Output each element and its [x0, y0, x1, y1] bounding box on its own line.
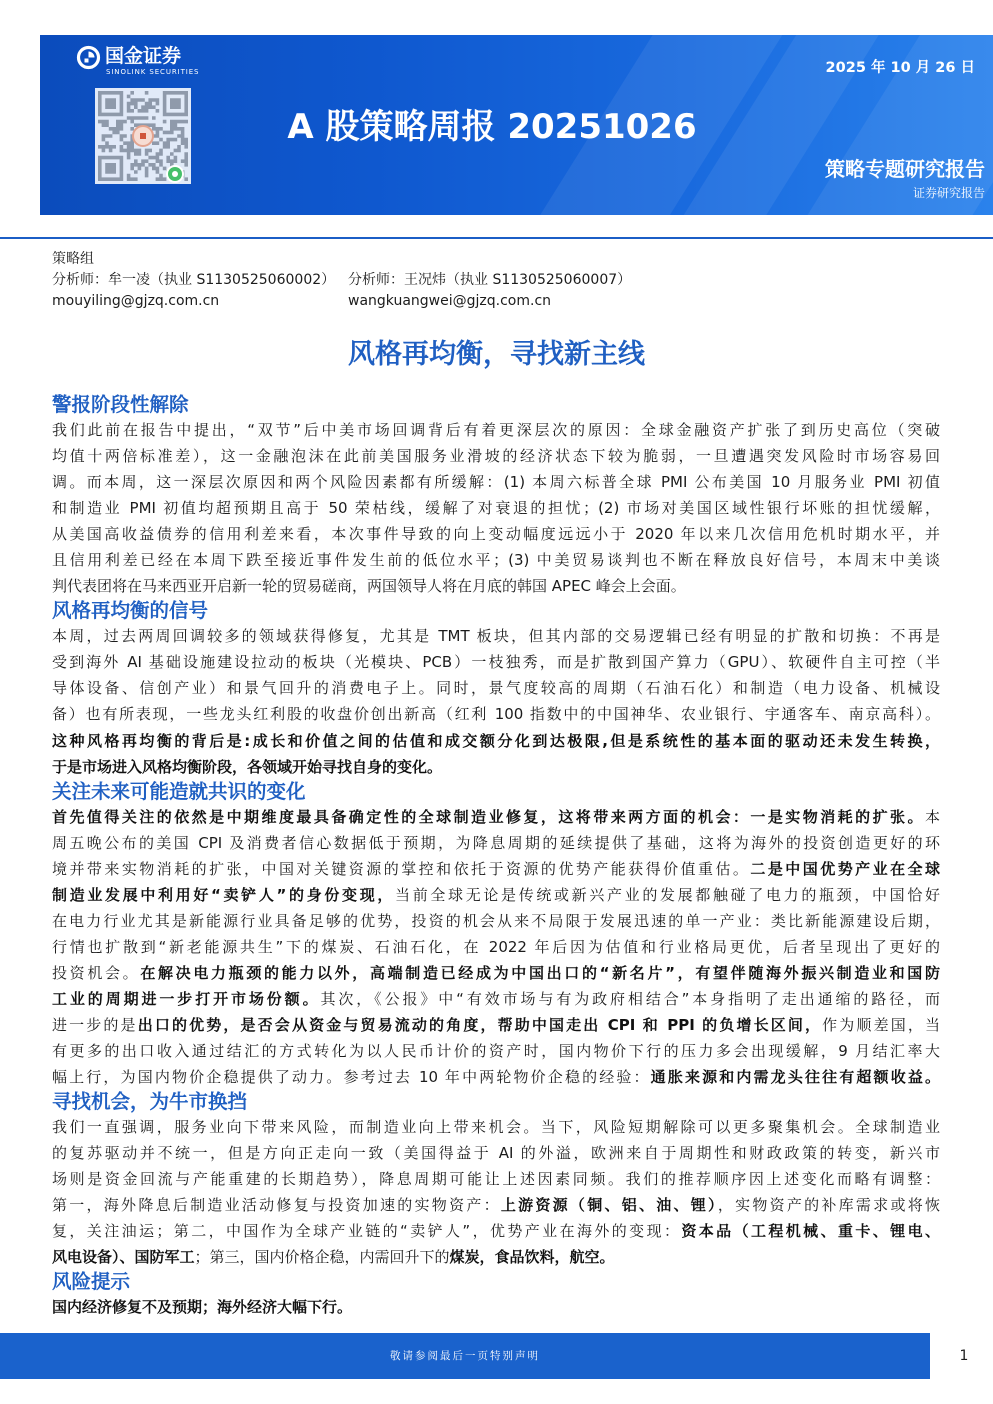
section-alert-lifted — [52, 393, 940, 599]
text-line: 有更多的出口收入通过结汇的方式转化为以人民币计价的资产时，国内物价下行的压力多会出现缓解，9 月结汇率大 — [52, 1042, 940, 1060]
text-line — [52, 1244, 940, 1270]
text-line: 判代表团将在马来西亚开启新一轮的贸易磋商，两国领导人将在月底的韩国 APEC 峰会上会面。 — [52, 577, 686, 595]
text-line: 调。而本周，这一深层次原因和两个风险因素都有所缓解：(1) 本周六标普全球 PMI 公布美国 10 月服务业 PMI 初值 — [52, 473, 940, 491]
text-line — [52, 856, 940, 882]
body-text: 第一，海外降息后制造业活动修复与投资加速的实物资产： — [52, 1196, 501, 1214]
text-line — [52, 804, 940, 830]
brand-name-en: SINOLINK SECURITIES — [106, 68, 200, 76]
body-text: 复，关注油运；第二，中国作为全球产业链的“卖铲人”，优势产业在海外的变现： — [52, 1222, 682, 1240]
body-text: ；第三，国内价格企稳，内需回升下的 — [194, 1248, 450, 1266]
section-risk-warning — [52, 1270, 940, 1320]
body-text: 投资机会。 — [52, 964, 141, 982]
report-date: 2025 年 10 月 26 日 — [825, 60, 975, 76]
section-heading: 风格再均衡的信号 — [52, 599, 209, 622]
text-line: 我们一直强调，服务业向下带来风险，而制造业向上带来机会。当下，风险短期解除可以更多聚集机会。全球制造业 — [52, 1118, 940, 1136]
paragraph — [52, 728, 940, 780]
wechat-icon — [166, 165, 184, 183]
emphasis-line: 这种风格再均衡的背后是:成长和价值之间的估值和成交额分化到达极限,但是系统性的基本面的驱动还未发生转换， — [52, 732, 940, 750]
body-text: 进一步的是 — [52, 1016, 138, 1034]
body-text: ，实物资产的补库需求或将恢 — [717, 1196, 940, 1214]
text-line: 本周，过去两周回调较多的领域获得修复，尤其是 TMT 板块，但其内部的交易逻辑已经有明显的扩散和切换：不再是 — [52, 627, 940, 645]
text-line: 且信用利差已经在本周下跌至接近事件发生前的低位水平；(3) 中美贸易谈判也不断在释放良好信号，本周末中美谈 — [52, 551, 940, 569]
text-line: 均值十两倍标准差），这一金融泡沫在此前美国服务业滑坡的经济状态下较为脆弱，一旦遭遇突发风险时市场容易回 — [52, 447, 940, 465]
text-line: 受到海外 AI 基础设施建设拉动的板块（光模块、PCB）一枝独秀，而是扩散到国产算力（GPU）、软硬件自主可控（半 — [52, 653, 940, 671]
report-type: 策略专题研究报告 — [825, 157, 985, 181]
sinolink-logo-icon — [76, 45, 101, 70]
analyst-email: wangkuangwei@gjzq.com.cn — [348, 293, 552, 309]
emphasis-text: 在解决电力瓶颈的能力以外，高端制造已经成为中国出口的“新名片”，有望伴随海外振兴制造业和国防 — [140, 964, 940, 982]
paragraph — [52, 804, 940, 1090]
analyst-label: 分析师：牟一凌（执业 S1130525060002） — [52, 272, 336, 288]
emphasis-text: 资本品（工程机械、重卡、锂电、 — [681, 1222, 940, 1240]
text-line: 和制造业 PMI 初值均超预期且高于 50 荣枯线，缓解了对衰退的担忧；(2) 市场对美国区域性银行坏账的担忧缓解， — [52, 499, 940, 517]
text-line — [52, 1012, 940, 1038]
paragraph — [52, 623, 940, 727]
body-text: 本 — [924, 808, 940, 826]
text-line — [52, 1064, 940, 1090]
text-line — [52, 1192, 940, 1218]
text-line — [52, 1218, 940, 1244]
text-line: 备）也有所表现，一些龙头红利股的收盘价创出新高（红利 100 指数中的中国神华、农业银行、宇通客车、南京高科）。 — [52, 705, 940, 723]
text-line: 行情也扩散到“新老能源共生”下的煤炭、石油石化，在 2022 年后因为估值和行业格局更优，后者呈现出了更好的 — [52, 938, 940, 956]
emphasis-text: 通胀来源和内需龙头往往有超额收益。 — [650, 1068, 940, 1086]
text-line: 的复苏驱动并不统一，但是方向正走向一致（美国得益于 AI 的外溢，欧洲来自于周期性和财政政策的转变，新兴市 — [52, 1144, 940, 1162]
emphasis-line: 国内经济修复不及预期；海外经济大幅下行。 — [52, 1298, 353, 1316]
section-heading: 风险提示 — [52, 1270, 131, 1293]
section-future-consensus-changes — [52, 780, 940, 1090]
brand-name-cn: 国金证券 — [105, 45, 182, 67]
page-number: 1 — [959, 1348, 969, 1364]
header-divider — [0, 237, 993, 239]
analyst-email: mouyiling@gjzq.com.cn — [52, 293, 220, 309]
body-text: 当前全球无论是传统或新兴产业的发展都触碰了电力的瓶颈，中国恰好 — [395, 886, 940, 904]
report-title: A 股策略周报 20251026 — [287, 107, 697, 147]
text-line: 场则是资金回流与产能重建的长期趋势），降息周期可能让上述因素同频。我们的推荐顺序因上述变化而略有调整： — [52, 1170, 940, 1188]
text-line — [52, 986, 940, 1012]
text-line: 在电力行业尤其是新能源行业具备足够的优势，投资的机会从来不局限于发展迅速的单一产业：类比新能源建设后期， — [52, 912, 940, 930]
report-category: 证券研究报告 — [912, 186, 985, 200]
report-body — [52, 393, 940, 1320]
team-group: 策略组 — [52, 251, 94, 267]
emphasis-text: 工业的周期进一步打开市场份额。 — [52, 990, 321, 1008]
emphasis-text: 上游资源（铜、铝、油、锂） — [500, 1196, 718, 1214]
analyst-label: 分析师：王况炜（执业 S1130525060007） — [348, 272, 632, 288]
body-text: 幅上行，为国内物价企稳提供了动力。参考过去 10 年中两轮物价企稳的经验： — [52, 1068, 651, 1086]
section-heading: 寻找机会，为牛市换挡 — [52, 1090, 248, 1113]
emphasis-text: 制造业发展中利用好“卖铲人”的身份变现， — [52, 886, 396, 904]
text-line: 周五晚公布的美国 CPI 及消费者信心数据低于预期，为降息周期的延续提供了基础，这将为海外的投资创造更好的环 — [52, 834, 940, 852]
section-heading: 警报阶段性解除 — [52, 393, 189, 416]
text-line — [52, 882, 940, 908]
text-line: 我们此前在报告中提出，“双节”后中美市场回调背后有着更深层次的原因：全球金融资产扩张了到历史高位（突破 — [52, 421, 940, 439]
text-line — [52, 960, 940, 986]
qr-center-logo-icon — [132, 125, 154, 147]
emphasis-line: 于是市场进入风格均衡阶段，各领域开始寻找自身的变化。 — [52, 758, 443, 776]
emphasis-text: 风电设备）、国防军工 — [52, 1248, 195, 1266]
section-heading: 关注未来可能造就共识的变化 — [52, 780, 306, 803]
emphasis-text: 二是中国优势产业在全球 — [750, 860, 940, 878]
text-line: 从美国高收益债券的信用利差来看，本次事件导致的向上变动幅度远远小于 2020 年以来几次信用危机时期水平，并 — [52, 525, 940, 543]
paragraph — [52, 417, 940, 599]
body-text: 作为顺差国，当 — [822, 1016, 940, 1034]
paragraph — [52, 1114, 940, 1270]
footer-disclaimer: 敬请参阅最后一页特别声明 — [0, 1333, 930, 1379]
main-title: 风格再均衡，寻找新主线 — [348, 339, 645, 370]
emphasis-text: 煤炭，食品饮料，航空。 — [449, 1248, 615, 1266]
paragraph — [52, 1294, 940, 1320]
emphasis-text: 出口的优势，是否会从资金与贸易流动的角度，帮助中国走出 CPI 和 PPI 的负增长区间， — [137, 1016, 823, 1034]
body-text: 境并带来实物消耗的扩张，中国对关键资源的掌控和依托于资源的优势产能获得价值重估。 — [52, 860, 751, 878]
text-line: 导体设备、信创产业）和景气回升的消费电子上。同时，景气度较高的周期（石油石化）和制造（电力设备、机械设 — [52, 679, 940, 697]
body-text: 其次，《公报》中“有效市场与有为政府相结合”本身指明了走出通缩的路径，而 — [320, 990, 940, 1008]
section-find-opportunities — [52, 1090, 940, 1270]
section-style-rebalance-signal — [52, 599, 940, 780]
emphasis-text: 首先值得关注的依然是中期维度最具备确定性的全球制造业修复，这将带来两方面的机会：一是实物消耗的扩张。 — [52, 808, 925, 826]
